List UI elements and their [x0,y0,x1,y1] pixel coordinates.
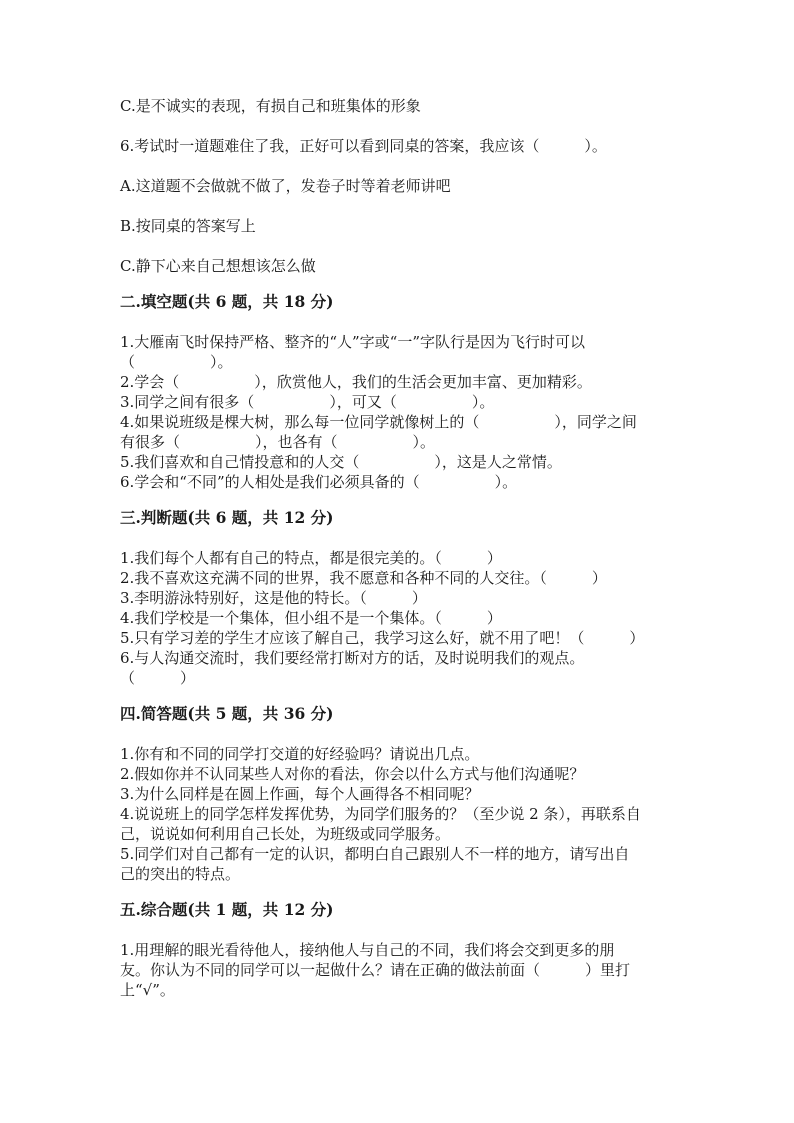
question-line: 5.我们喜欢和自己情投意和的人交（ ），这是人之常情。 [120,453,562,471]
question-item [120,744,680,764]
question-line: 1.用理解的眼光看待他人，接纳他人与自己的不同，我们将会交到更多的朋 [120,941,615,959]
question-line: 4.说说班上的同学怎样发挥优势，为同学们服务的？（至少说 2 条），再联系自 [120,805,641,823]
question-item [120,844,680,884]
question-item [120,608,680,628]
question-item [120,332,680,372]
question-line: 上“√”。 [120,981,175,999]
question-line: 3.为什么同样是在圆上作画，每个人画得各不相同呢？ [120,785,480,803]
question-item [120,784,680,804]
question-line: 5.只有学习差的学生才应该了解自己，我学习这么好，就不用了吧！（ ） [120,629,645,647]
question-item [120,452,680,472]
question-line: 5.同学们对自己都有一定的认识，都明白自己跟别人不一样的地方，请写出自 [120,845,630,863]
question-line: 友。你认为不同的同学可以一起做什么？请在正确的做法前面（ ）里打 [120,961,631,979]
question-line: （ ） [120,669,196,687]
question-item [120,804,680,844]
question-item [120,472,680,492]
question-line: 3.李明游泳特别好，这是他的特长。（ ） [120,589,427,607]
question-item [120,628,680,648]
question-line: 有很多（ ），也各有（ ）。 [120,433,436,451]
q5-option-c: C.是不诚实的表现，有损自己和班集体的形象 [120,97,421,115]
question-item [120,392,680,412]
exam-content [120,96,680,1000]
question-line: 1.大雁南飞时保持严格、整齐的“人”字或“一”字队行是因为飞行时可以 [120,333,585,351]
q6-option-c: C.静下心来自己想想该怎么做 [120,257,316,275]
question-line: 6.学会和“不同”的人相处是我们必须具备的（ ）。 [120,473,518,491]
section-title: 三.判断题(共 6 题，共 12 分) [120,508,334,527]
question-item [120,648,680,688]
q6-stem: 6.考试时一道题难住了我，正好可以看到同桌的答案，我应该（ ）。 [120,137,607,155]
question-item [120,548,680,568]
question-line: 6.与人沟通交流时，我们要经常打断对方的话，及时说明我们的观点。 [120,649,585,667]
question-item [120,764,680,784]
question-line: 4.我们学校是一个集体，但小组不是一个集体。（ ） [120,609,502,627]
question-line: 2.学会（ ），欣赏他人，我们的生活会更加丰富、更加精彩。 [120,373,592,391]
question-item [120,940,680,1000]
question-item [120,588,680,608]
q6-option-b: B.按同桌的答案写上 [120,217,256,235]
section-comprehensive [120,900,680,1000]
question-line: 2.假如你并不认同某些人对你的看法，你会以什么方式与他们沟通呢？ [120,765,585,783]
question-line: 3.同学之间有很多（ ），可又（ ）。 [120,393,495,411]
question-line: 4.如果说班级是棵大树，那么每一位同学就像树上的（ ），同学之间 [120,413,637,431]
question-line: 1.我们每个人都有自己的特点，都是很完美的。（ ） [120,549,502,567]
section-title: 四.简答题(共 5 题，共 36 分) [120,704,334,723]
question-item [120,372,680,392]
section-title: 二.填空题(共 6 题，共 18 分) [120,292,334,311]
question-line: 己的突出的特点。 [120,865,241,883]
question-item [120,412,680,452]
section-true-false [120,508,680,688]
question-item [120,568,680,588]
q6-option-a: A.这道题不会做就不做了，发卷子时等着老师讲吧 [120,177,451,195]
section-short-answer [120,704,680,884]
question-line: （ ）。 [120,353,233,371]
question-line: 2.我不喜欢这充满不同的世界，我不愿意和各种不同的人交往。（ ） [120,569,607,587]
section-fill-in [120,292,680,492]
section-title: 五.综合题(共 1 题，共 12 分) [120,900,334,919]
question-line: 1.你有和不同的同学打交道的好经验吗？请说出几点。 [120,745,480,763]
question-line: 己，说说如何利用自己长处，为班级或同学服务。 [120,825,451,843]
